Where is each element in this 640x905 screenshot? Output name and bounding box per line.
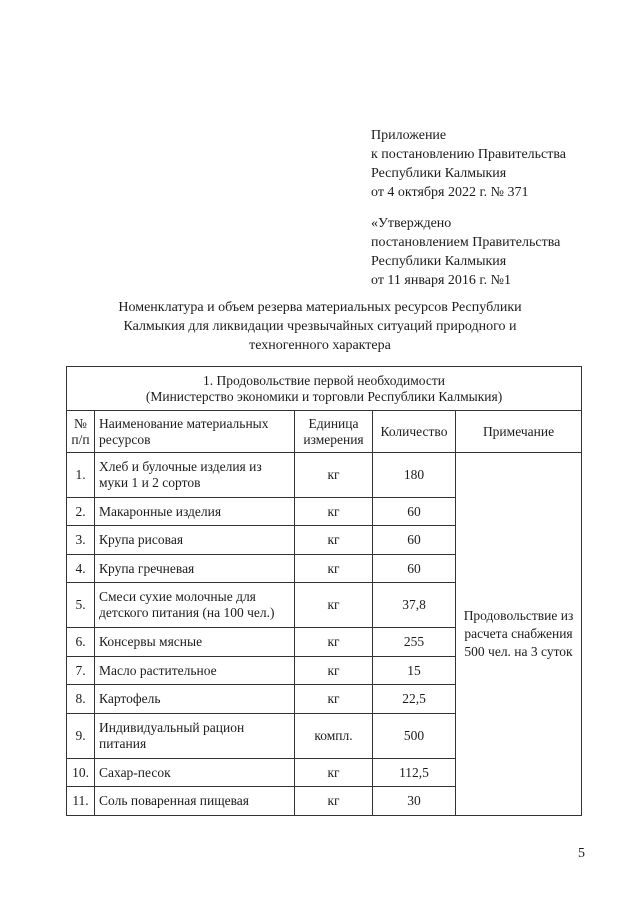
annex-line: Приложение — [371, 128, 447, 143]
row-no: 11. — [67, 787, 95, 816]
row-name: Крупа гречневая — [95, 554, 295, 583]
approved-line: от 11 января 2016 г. №1 — [371, 273, 511, 288]
row-name: Соль поваренная пищевая — [95, 787, 295, 816]
reserve-table — [66, 366, 582, 816]
row-unit: кг — [295, 526, 373, 555]
row-name: Консервы мясные — [95, 628, 295, 657]
row-name: Сахар-песок — [95, 758, 295, 787]
section-heading — [67, 367, 582, 411]
header-note: Примечание — [456, 411, 582, 453]
section-title: 1. Продовольствие первой необходимости — [203, 372, 445, 388]
table-header-row — [67, 411, 582, 453]
document-title — [100, 298, 540, 355]
row-name: Картофель — [95, 685, 295, 714]
header-no: № п/п — [67, 411, 95, 453]
row-unit: кг — [295, 583, 373, 628]
row-name: Смеси сухие молочные для детского питания (на 100 чел.) — [95, 583, 295, 628]
row-unit: кг — [295, 453, 373, 498]
note-cell — [456, 453, 582, 816]
row-no: 4. — [67, 554, 95, 583]
approved-line: «Утверждено — [371, 216, 452, 231]
annex-line: Республики Калмыкия — [371, 166, 507, 181]
annex-line: к постановлению Правительства — [371, 147, 567, 162]
row-qty: 180 — [373, 453, 456, 498]
row-unit: кг — [295, 554, 373, 583]
title-line: Номенклатура и объем резерва материальных ресурсов Республики — [118, 300, 522, 315]
row-unit: кг — [295, 685, 373, 714]
row-unit: кг — [295, 758, 373, 787]
row-qty: 37,8 — [373, 583, 456, 628]
header-name: Наименование материальных ресурсов — [95, 411, 295, 453]
row-no: 3. — [67, 526, 95, 555]
annex-header — [371, 126, 566, 202]
row-qty: 30 — [373, 787, 456, 816]
row-no: 7. — [67, 656, 95, 685]
note-text: Продовольствие из расчета снабжения 500 чел. на 3 суток — [463, 608, 574, 659]
title-line: техногенного характера — [249, 338, 391, 353]
row-no: 9. — [67, 713, 95, 758]
row-qty: 22,5 — [373, 685, 456, 714]
row-unit: кг — [295, 628, 373, 657]
row-no: 5. — [67, 583, 95, 628]
row-no: 8. — [67, 685, 95, 714]
row-no: 1. — [67, 453, 95, 498]
approved-line: Республики Калмыкия — [371, 254, 507, 269]
row-qty: 60 — [373, 526, 456, 555]
title-line: Калмыкия для ликвидации чрезвычайных ситуаций природного и — [123, 319, 517, 334]
page-number: 5 — [578, 846, 585, 861]
row-qty: 15 — [373, 656, 456, 685]
row-no: 2. — [67, 497, 95, 526]
row-qty: 500 — [373, 713, 456, 758]
row-no: 6. — [67, 628, 95, 657]
row-unit: кг — [295, 787, 373, 816]
header-unit: Единица измерения — [295, 411, 373, 453]
row-name: Индивидуальный рацион питания — [95, 713, 295, 758]
row-unit: кг — [295, 497, 373, 526]
row-unit: кг — [295, 656, 373, 685]
approved-line: постановлением Правительства — [371, 235, 561, 250]
row-name: Крупа рисовая — [95, 526, 295, 555]
row-qty: 60 — [373, 497, 456, 526]
header-qty: Количество — [373, 411, 456, 453]
row-name: Макаронные изделия — [95, 497, 295, 526]
row-qty: 255 — [373, 628, 456, 657]
row-name: Масло растительное — [95, 656, 295, 685]
row-qty: 112,5 — [373, 758, 456, 787]
row-no: 10. — [67, 758, 95, 787]
table-row — [67, 453, 582, 498]
approved-header — [371, 214, 560, 290]
row-name: Хлеб и булочные изделия из муки 1 и 2 сортов — [95, 453, 295, 498]
row-unit: компл. — [295, 713, 373, 758]
row-qty: 60 — [373, 554, 456, 583]
section-ministry: (Министерство экономики и торговли Республики Калмыкия) — [145, 388, 503, 404]
annex-line: от 4 октября 2022 г. № 371 — [371, 185, 529, 200]
